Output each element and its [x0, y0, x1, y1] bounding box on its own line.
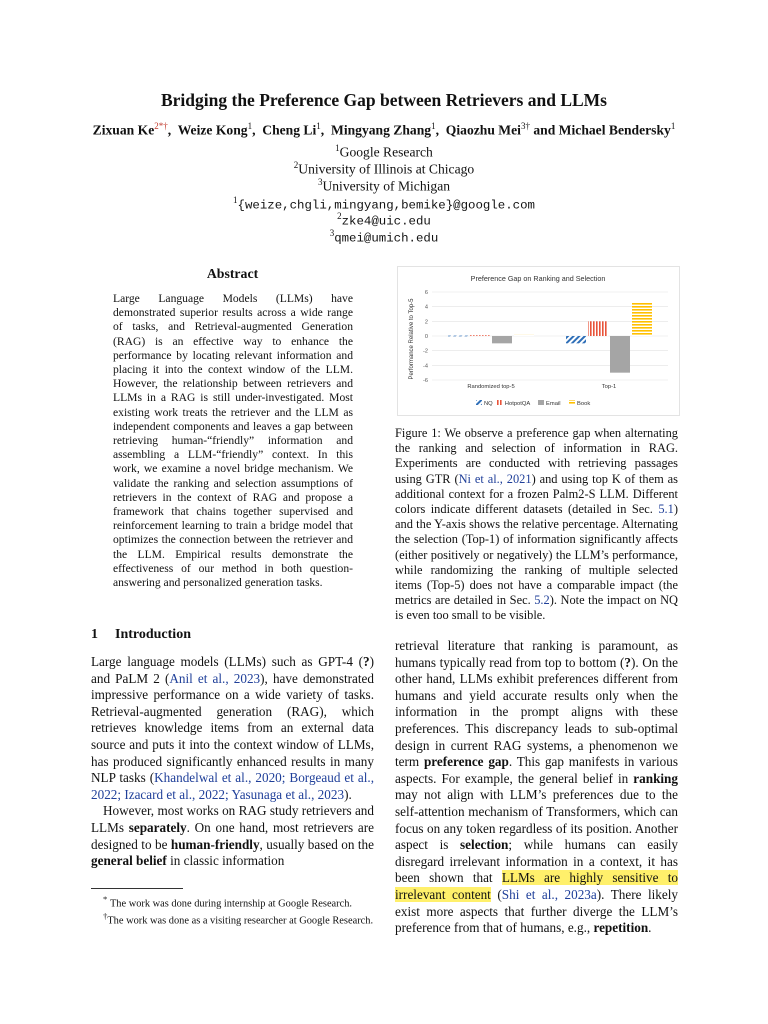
y-tick-label: -4	[423, 363, 428, 370]
citation-link[interactable]: Ni et al., 2021	[458, 471, 532, 486]
section-heading	[91, 627, 191, 643]
citation-link[interactable]: Shi et al., 2023a	[501, 886, 597, 902]
chart-bars	[448, 303, 652, 390]
x-category-label: Randomized top-5	[467, 384, 515, 390]
email-text: {weize,chgli,mingyang,bemike}@google.com	[237, 198, 535, 213]
author-name: Zixuan Ke	[92, 122, 155, 138]
chart-title: Preference Gap on Ranking and Selection	[470, 274, 606, 283]
bar-hotpotqa-top1	[588, 321, 608, 336]
paper-title: Bridging the Preference Gap between Retrievers and LLMs	[160, 90, 607, 110]
author-name: Michael Bendersky	[558, 122, 671, 138]
paragraph: Large language models (LLMs) such as GPT-4 (?) and PaLM 2 (Anil et al., 2023), have demonstrated impressive performance on a wide variety of tasks. Retrieval-augmented generation (RAG), which retrieves knowledge items from an external data source and puts it into the context window of LLMs, has produced significantly enhanced results in many NLP tasks (Khandelwal et al., 2020; Borgeaud et al., 2022; Izacard et al., 2022; Yasunaga et al., 2023).	[91, 654, 374, 802]
author-affil-mark: 1	[670, 121, 676, 131]
footnote-rule	[91, 888, 183, 889]
author-list: Zixuan $Ke^{2*\dagger}$, Weize Kong$^1$, Cheng Li$^1$, Mingyang Zhang$^1$, Qiaozhu Mei$^{3\dagger}$ and Michael Bendersky$^1$	[92, 121, 676, 138]
legend-swatch	[476, 400, 482, 405]
footnotes	[91, 893, 374, 928]
figure-1	[397, 266, 680, 416]
bar-email-randomized-top5	[492, 336, 512, 343]
affil-mark: 3	[317, 177, 323, 187]
paragraph: retrieval literature that ranking is paramount, as humans typically read from top to bottom (?). On the other hand, LLMs exhibit preferences different from humans and yield accurate results only when the information in the prompt aligns with these preferences. This discrepancy leads to sub-optimal design in current RAG systems, a phenomenon we term preference gap. This gap manifests in various aspects. For example, the general belief in ranking may not align with LLM’s preferences due to the self-attention mechanism of Transformers, which can focus on any token regardless of its position. Another aspect is selection; while humans can easily disregard irrelevant information in a context, it has been shown that LLMs are highly sensitive to irrelevant content (Shi et al., 2023a). There likely exist more aspects that further diverge the LLM’s preference from that of humans, e.g., repetition.	[395, 638, 679, 936]
legend-label: HotpotQA	[504, 401, 531, 407]
email-text: qmei@umich.edu	[334, 231, 439, 246]
y-tick-label: -6	[423, 378, 428, 384]
email-mark: 2	[337, 211, 342, 221]
legend-label: Email	[546, 401, 561, 407]
y-tick-label: 6	[424, 290, 428, 296]
author-affil-mark: 3†	[520, 121, 530, 131]
intro-column-right	[395, 638, 678, 937]
chart-ylabel: Performance Relative to Top-5	[409, 298, 415, 380]
abstract-heading: Abstract	[206, 266, 259, 281]
footnote: †The work was done as a visiting researcher at Google Research.	[103, 911, 374, 927]
y-tick-label: -2	[423, 348, 428, 355]
author-name: Weize Kong	[177, 122, 248, 138]
highlighted-text: LLMs are highly sensitive to irrelevant content	[395, 870, 678, 902]
author-name: Qiaozhu Mei	[445, 122, 521, 138]
section-link[interactable]: 5.2	[534, 593, 550, 608]
author-affil-mark: 1	[247, 121, 253, 131]
bar-email-top1	[610, 336, 630, 373]
legend-label: NQ	[484, 401, 493, 407]
legend-swatch	[497, 400, 503, 405]
x-category-label: Top-1	[601, 384, 617, 390]
y-tick-label: 4	[424, 304, 428, 311]
bar-hotpotqa-randomized-top5	[470, 335, 490, 336]
bar-book-top1	[632, 303, 652, 336]
author-affil-mark: 2*	[154, 121, 164, 131]
bar-book-randomized-top5	[514, 335, 534, 336]
author-name: Cheng Li	[262, 122, 317, 138]
email-mark: 3	[329, 228, 335, 238]
legend-swatch	[569, 400, 575, 405]
author-note-mark: †	[163, 121, 168, 131]
section-link[interactable]: 5.1	[658, 502, 674, 517]
legend-label: Book	[577, 401, 591, 407]
bar-nq-top1	[566, 336, 586, 343]
abstract-text: Large Language Models (LLMs) have demonstrated superior results across a wide range of tasks, and Retrieval-augmented Generation (RAG) is an effective way to enhance the performance by locating relevant information and placing it into the context window of the LLM. However, the relationship between retrievers and LLMs in a RAG is still under-investigated. Most existing work treats the retriever and the LLM as independent components and leaves a gap between retrieving human-“friendly” information and assembling a LLM-“friendly” context. In this work, we examine a novel bridge mechanism. We validate the ranking and selection assumptions of retrievers in the context of RAG and propose a framework that chains together supervised and reinforcement learning to train a bridge model that optimizes the connection between the retriever and the LLM. Empirical results demonstrate the effectiveness of our method in both question-answering and personalized generation tasks.	[113, 292, 353, 590]
chart-legend	[476, 400, 590, 407]
affil-mark: 2	[293, 160, 299, 170]
author-and: and	[533, 122, 556, 138]
y-tick-label: 0	[424, 334, 428, 340]
section-title: Introduction	[115, 627, 191, 642]
section-number: 1	[91, 627, 98, 642]
affil-mark: 1	[335, 143, 340, 153]
footnote: * The work was done during internship at Google Research.	[103, 894, 353, 910]
intro-column-left	[91, 654, 374, 870]
email-text: zke4@uic.edu	[341, 214, 431, 229]
chart-grid	[423, 290, 668, 384]
email-mark: 1	[233, 195, 238, 205]
figure-caption: Figure 1: We observe a preference gap when alternating the ranking and selection of information in RAG. Experiments are conducted with retrieving passages using GTR (Ni et al., 2021) and using top K of them as additional context for a frozen Palm2-S LLM. Different colors indicate different datasets (detailed in Sec. 5.1) and the Y-axis shows the relative percentage. Alternating the selection (Top-1) of information significantly affects (either positively or negatively) the LLM’s performance, while randomizing the ranking of multiple selected items (Top-5) does not have a comparable impact (the metrics are detailed in Sec. 5.2). Note the impact on NQ is even too small to be visible.	[395, 426, 678, 623]
affil-text: University of Michigan	[322, 178, 451, 194]
citation-link[interactable]: Khandelwal et al., 2020; Borgeaud et al., 2022; Izacard et al., 2022; Yasunaga et al., 2023	[91, 770, 374, 802]
author-affil-mark: 1	[431, 121, 436, 131]
author-name: Mingyang Zhang	[330, 122, 432, 138]
author-affil-mark: 1	[316, 121, 321, 131]
citation-link[interactable]: Anil et al., 2023	[169, 670, 261, 686]
y-tick-label: 2	[424, 319, 428, 326]
bar-nq-randomized-top5	[448, 336, 468, 337]
paragraph: However, most works on RAG study retrievers and LLMs separately. On one hand, most retrievers are designed to be human-friendly, usually based on the general belief in classic information	[91, 803, 375, 869]
affil-text: University of Illinois at Chicago	[298, 161, 475, 177]
legend-swatch	[538, 400, 544, 405]
email	[0, 225, 768, 248]
preference-gap-chart	[398, 267, 679, 415]
affil-text: Google Research	[339, 144, 433, 160]
